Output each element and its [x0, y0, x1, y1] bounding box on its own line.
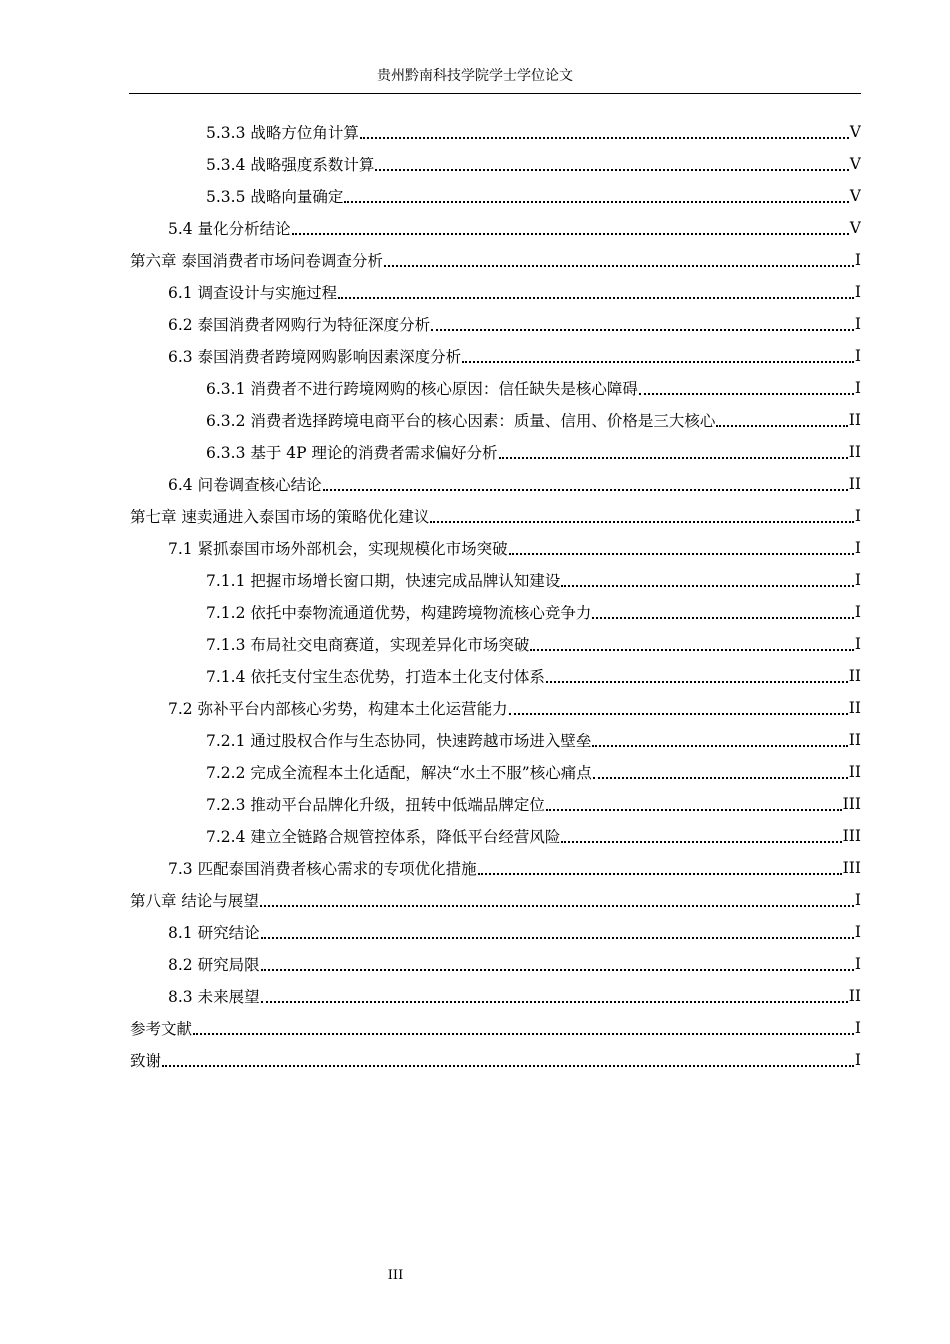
toc-entry[interactable]	[130, 948, 861, 980]
toc-entry-page: I	[854, 539, 861, 557]
toc-entry[interactable]	[130, 308, 861, 340]
toc-entry-title: 6.3.3 基于 4P 理论的消费者需求偏好分析	[206, 444, 498, 462]
toc-entry-page: II	[848, 475, 861, 493]
dot-leader	[261, 968, 854, 971]
toc-entry[interactable]	[130, 980, 861, 1012]
dot-leader	[375, 168, 848, 171]
toc-entry-title: 7.1.2 依托中泰物流通道优势，构建跨境物流核心竞争力	[206, 604, 592, 622]
toc-entry-title: 5.4 量化分析结论	[168, 220, 291, 238]
dot-leader	[193, 1032, 854, 1035]
toc-entry-page: I	[854, 315, 861, 333]
toc-entry-page: I	[854, 923, 861, 941]
toc-entry-page: II	[848, 443, 861, 461]
toc-entry[interactable]	[130, 1044, 861, 1076]
dot-leader	[530, 648, 854, 651]
toc-entry[interactable]	[130, 180, 861, 212]
toc-entry-title: 7.2.1 通过股权合作与生态协同，快速跨越市场进入壁垒	[206, 732, 592, 750]
toc-entry-title: 6.3 泰国消费者跨境网购影响因素深度分析	[168, 348, 462, 366]
toc-entry-page: I	[854, 507, 861, 525]
toc-entry-title: 7.2.3 推动平台品牌化升级，扭转中低端品牌定位	[206, 796, 545, 814]
toc-entry-title: 8.1 研究结论	[168, 924, 260, 942]
toc-entry[interactable]	[130, 148, 861, 180]
toc-entry-title: 6.2 泰国消费者网购行为特征深度分析	[168, 316, 431, 334]
toc-entry-page: III	[842, 859, 861, 877]
toc-entry-page: V	[849, 155, 861, 173]
page-number: III	[387, 1268, 404, 1283]
toc-entry-title: 7.1.3 布局社交电商赛道，实现差异化市场突破	[206, 636, 530, 654]
dot-leader	[323, 488, 848, 491]
toc-entry[interactable]	[130, 756, 861, 788]
toc-entry-page: I	[854, 283, 861, 301]
toc-entry-title: 6.1 调查设计与实施过程	[168, 284, 338, 302]
toc-entry-page: II	[848, 699, 861, 717]
toc-entry-title: 7.1.4 依托支付宝生态优势，打造本土化支付体系	[206, 668, 545, 686]
toc-entry[interactable]	[130, 596, 861, 628]
dot-leader	[344, 200, 848, 203]
toc-entry[interactable]	[130, 628, 861, 660]
toc-entry-page: II	[848, 667, 861, 685]
toc-entry-page: I	[854, 635, 861, 653]
dot-leader	[261, 936, 854, 939]
toc-entry-page: II	[848, 987, 861, 1005]
toc-entry-page: III	[842, 795, 861, 813]
toc-entry[interactable]	[130, 532, 861, 564]
toc-entry-page: I	[854, 379, 861, 397]
dot-leader	[462, 360, 854, 363]
dot-leader	[261, 1000, 848, 1003]
toc-entry[interactable]	[130, 660, 861, 692]
toc-entry-title: 6.3.2 消费者选择跨境电商平台的核心因素：质量、信用、价格是三大核心	[206, 412, 716, 430]
toc-entry-page: I	[854, 251, 861, 269]
toc-entry-title: 5.3.4 战略强度系数计算	[206, 156, 375, 174]
toc-entry-title: 第八章 结论与展望	[130, 892, 259, 910]
dot-leader	[162, 1064, 854, 1067]
toc-entry-page: II	[848, 731, 861, 749]
toc-entry-page: V	[849, 187, 861, 205]
toc-entry[interactable]	[130, 404, 861, 436]
toc-entry-title: 7.1.1 把握市场增长窗口期，快速完成品牌认知建设	[206, 572, 561, 590]
toc-entry[interactable]	[130, 212, 861, 244]
dot-leader	[592, 744, 847, 747]
dot-leader	[509, 712, 848, 715]
dot-leader	[478, 872, 842, 875]
table-of-contents	[130, 116, 861, 1076]
dot-leader	[431, 328, 854, 331]
dot-leader	[592, 616, 854, 619]
toc-entry-page: I	[854, 1019, 861, 1037]
toc-entry-page: III	[842, 827, 861, 845]
dot-leader	[561, 840, 841, 843]
toc-entry-page: I	[854, 1051, 861, 1069]
running-header: 贵州黔南科技学院学士学位论文	[377, 68, 573, 84]
toc-entry[interactable]	[130, 244, 861, 276]
dot-leader	[384, 264, 854, 267]
toc-entry[interactable]	[130, 692, 861, 724]
toc-entry-title: 5.3.5 战略向量确定	[206, 188, 344, 206]
toc-entry-page: I	[854, 603, 861, 621]
toc-entry[interactable]	[130, 340, 861, 372]
toc-entry-title: 第七章 速卖通进入泰国市场的策略优化建议	[130, 508, 430, 526]
toc-entry[interactable]	[130, 500, 861, 532]
dot-leader	[338, 296, 854, 299]
toc-entry[interactable]	[130, 1012, 861, 1044]
toc-entry[interactable]	[130, 788, 861, 820]
dot-leader	[509, 552, 854, 555]
dot-leader	[716, 424, 847, 427]
toc-entry-title: 参考文献	[130, 1020, 193, 1038]
dot-leader	[546, 680, 848, 683]
toc-entry-page: II	[848, 763, 861, 781]
toc-entry-title: 致谢	[130, 1052, 162, 1070]
dot-leader	[546, 808, 842, 811]
toc-entry[interactable]	[130, 468, 861, 500]
toc-entry-title: 7.2.2 完成全流程本土化适配，解决“水土不服”核心痛点	[206, 764, 592, 782]
toc-entry[interactable]	[130, 820, 861, 852]
toc-entry-title: 5.3.3 战略方位角计算	[206, 124, 359, 142]
toc-entry-page: I	[854, 571, 861, 589]
toc-entry-title: 第六章 泰国消费者市场问卷调查分析	[130, 252, 383, 270]
dot-leader	[430, 520, 853, 523]
toc-entry[interactable]	[130, 916, 861, 948]
toc-entry[interactable]	[130, 372, 861, 404]
toc-entry-page: I	[854, 891, 861, 909]
toc-entry[interactable]	[130, 724, 861, 756]
header-rule	[129, 93, 861, 94]
dot-leader	[561, 584, 854, 587]
dot-leader	[260, 904, 854, 907]
toc-entry[interactable]	[130, 852, 861, 884]
toc-entry[interactable]	[130, 116, 861, 148]
toc-entry[interactable]	[130, 564, 861, 596]
toc-entry-page: V	[849, 123, 861, 141]
toc-entry-page: I	[854, 347, 861, 365]
toc-entry-page: II	[848, 411, 861, 429]
toc-entry-title: 7.3 匹配泰国消费者核心需求的专项优化措施	[168, 860, 477, 878]
toc-entry[interactable]	[130, 884, 861, 916]
dot-leader	[360, 136, 849, 139]
toc-entry-title: 6.4 问卷调查核心结论	[168, 476, 322, 494]
toc-entry-title: 7.2.4 建立全链路合规管控体系，降低平台经营风险	[206, 828, 561, 846]
toc-entry-title: 7.2 弥补平台内部核心劣势，构建本土化运营能力	[168, 700, 508, 718]
dot-leader	[292, 232, 849, 235]
dot-leader	[593, 776, 848, 779]
toc-entry[interactable]	[130, 436, 861, 468]
dot-leader	[639, 392, 854, 395]
toc-entry-page: V	[849, 219, 861, 237]
toc-entry-page: I	[854, 955, 861, 973]
toc-entry-title: 7.1 紧抓泰国市场外部机会，实现规模化市场突破	[168, 540, 508, 558]
toc-entry-title: 8.2 研究局限	[168, 956, 260, 974]
toc-entry-title: 6.3.1 消费者不进行跨境网购的核心原因：信任缺失是核心障碍	[206, 380, 638, 398]
dot-leader	[499, 456, 848, 459]
toc-entry-title: 8.3 未来展望	[168, 988, 260, 1006]
toc-entry[interactable]	[130, 276, 861, 308]
